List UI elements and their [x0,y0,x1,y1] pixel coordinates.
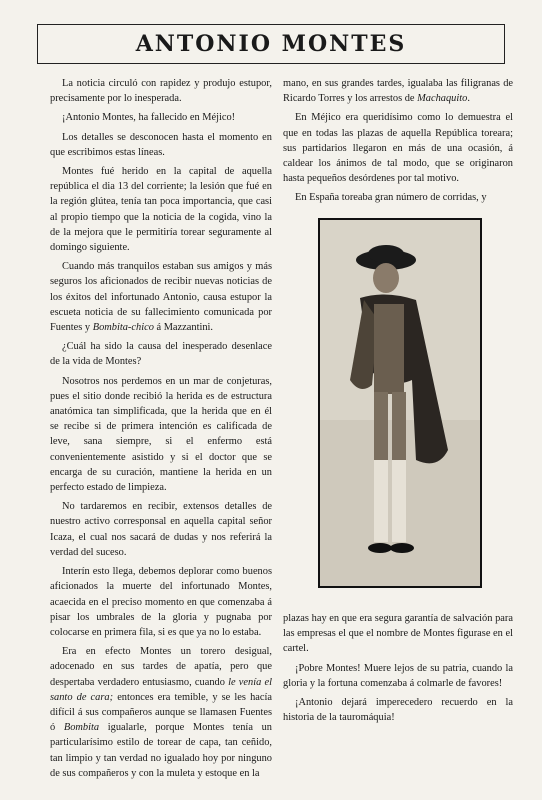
paragraph: En España toreaba gran número de corridas, y [295,192,487,204]
paragraph: Los detalles se desconocen hasta el momento en que escribimos estas líneas. [50,131,272,158]
paragraph: ¡Antonio Montes, ha fallecido en Méjico! [62,112,236,124]
italic-run: Machaquito [417,93,468,105]
matador-figure-image [320,220,480,586]
italic-run: Bombita [63,722,100,734]
paragraph: Interín esto llega, debemos deplorar como buenos aficionados la muerte del infortunado Montes, acaecida en el preciso momento en que comenzaba á pisar los umbrales de la gloria y pugnaba por colocarse en primera fila, si es que ya no lo estaba. [50,566,272,638]
paragraph: mano, en sus grandes tardes, igualaba las filigranas de Ricardo Torres y los arrestos de Machaquito. [283,78,513,105]
paragraph: Nosotros nos perdemos en un mar de conjeturas, pues el sitio donde recibió la herida es de estructura anatómica tan simplificada, que la herida que en él se recibe si de primera intención es calificada de leve, sana siempre, si el enfermo está convenientemente asistido y si el doctor que se encarga de su curación, mantiene la herida en un perfecto estado de limpieza. [50,375,272,494]
paragraph: plazas hay en que era segura garantía de salvación para las empresas el que el nombre de Montes figurase en el cartel. [283,613,513,655]
text-run: igualarle, porque Montes tenía un particularísimo estilo de torear de capa, tan ceñido, tan limpio y tan verdad no igualado hoy por ninguno de sus compañeros y con la muleta y estoque en la [50,722,272,779]
matador-photo [318,218,482,588]
paragraph [50,644,272,781]
text-run: Era en efecto Montes un torero desigual, adocenado en sus tardes de apatía, pero que despertaba verdadero entusiasmo, cuando [50,646,272,688]
text-run: mano, en sus grandes tardes, igualaba las filigranas de Ricardo Torres y los arrestos de [283,78,513,105]
paragraph: ¿Cuál ha sido la causa del inesperado desenlace de la vida de Montes? [50,341,272,368]
right-column-bottom [283,611,513,729]
text-run: á Mazzantini. [153,322,214,334]
text-run: Cuando más tranquilos estaban sus amigos y más seguros los aficionados de recibir nuevas noticias de los éxitos del infortunado Antonio, causa estupor la escueta noticia de su fallecimiento comunicada por Fuentes y [50,261,272,334]
paragraph: ¡Antonio dejará imperecedero recuerdo en la historia de la tauromáquia! [283,697,513,724]
italic-run: Bombita-chico [92,322,154,334]
paragraph: Montes fué herido en la capital de aquella república el dia 13 del corriente; la lesión que fué en la región glútea, tenía tan poca importancia, que casi al propio tiempo que la noticia de la cogida, vino la de la mejora que le permitiría torear seguramente al domingo siguiente. [50,166,272,254]
paragraph: La noticia circuló con rapidez y produjo estupor, precisamente por lo inesperada. [50,78,272,105]
text-run: entonces era temible, y se les hacía difícil á sus compañeros aunque se llamasen Fuentes ó [50,691,272,734]
paragraph: ¡Pobre Montes! Muere lejos de su patria, cuando la gloria y la fortuna comenzaba á colmarle de favores! [283,662,513,689]
paragraph: En Méjico era queridísimo como lo demuestra el que en todas las plazas de aquella República torearа; sus partidarios llegaron en más de una ocasión, á caldear los ánimos de tal modo, que se originaron hasta pequeños desórdenes por tal motivo. [283,112,513,185]
right-column-top [283,76,513,210]
title-box [37,24,505,64]
paragraph [50,259,272,335]
italic-run: le venía el santo de cara; [50,676,272,703]
left-column [50,76,272,785]
page-title: ANTONIO MONTES [135,31,407,57]
paragraph: No tardaremos en recibir, extensos detalles de nuestro activo corresponsal en aquella capital señor Icaza, el cual nos sacará de dudas y nos referirá la verdad del suceso. [50,501,272,558]
